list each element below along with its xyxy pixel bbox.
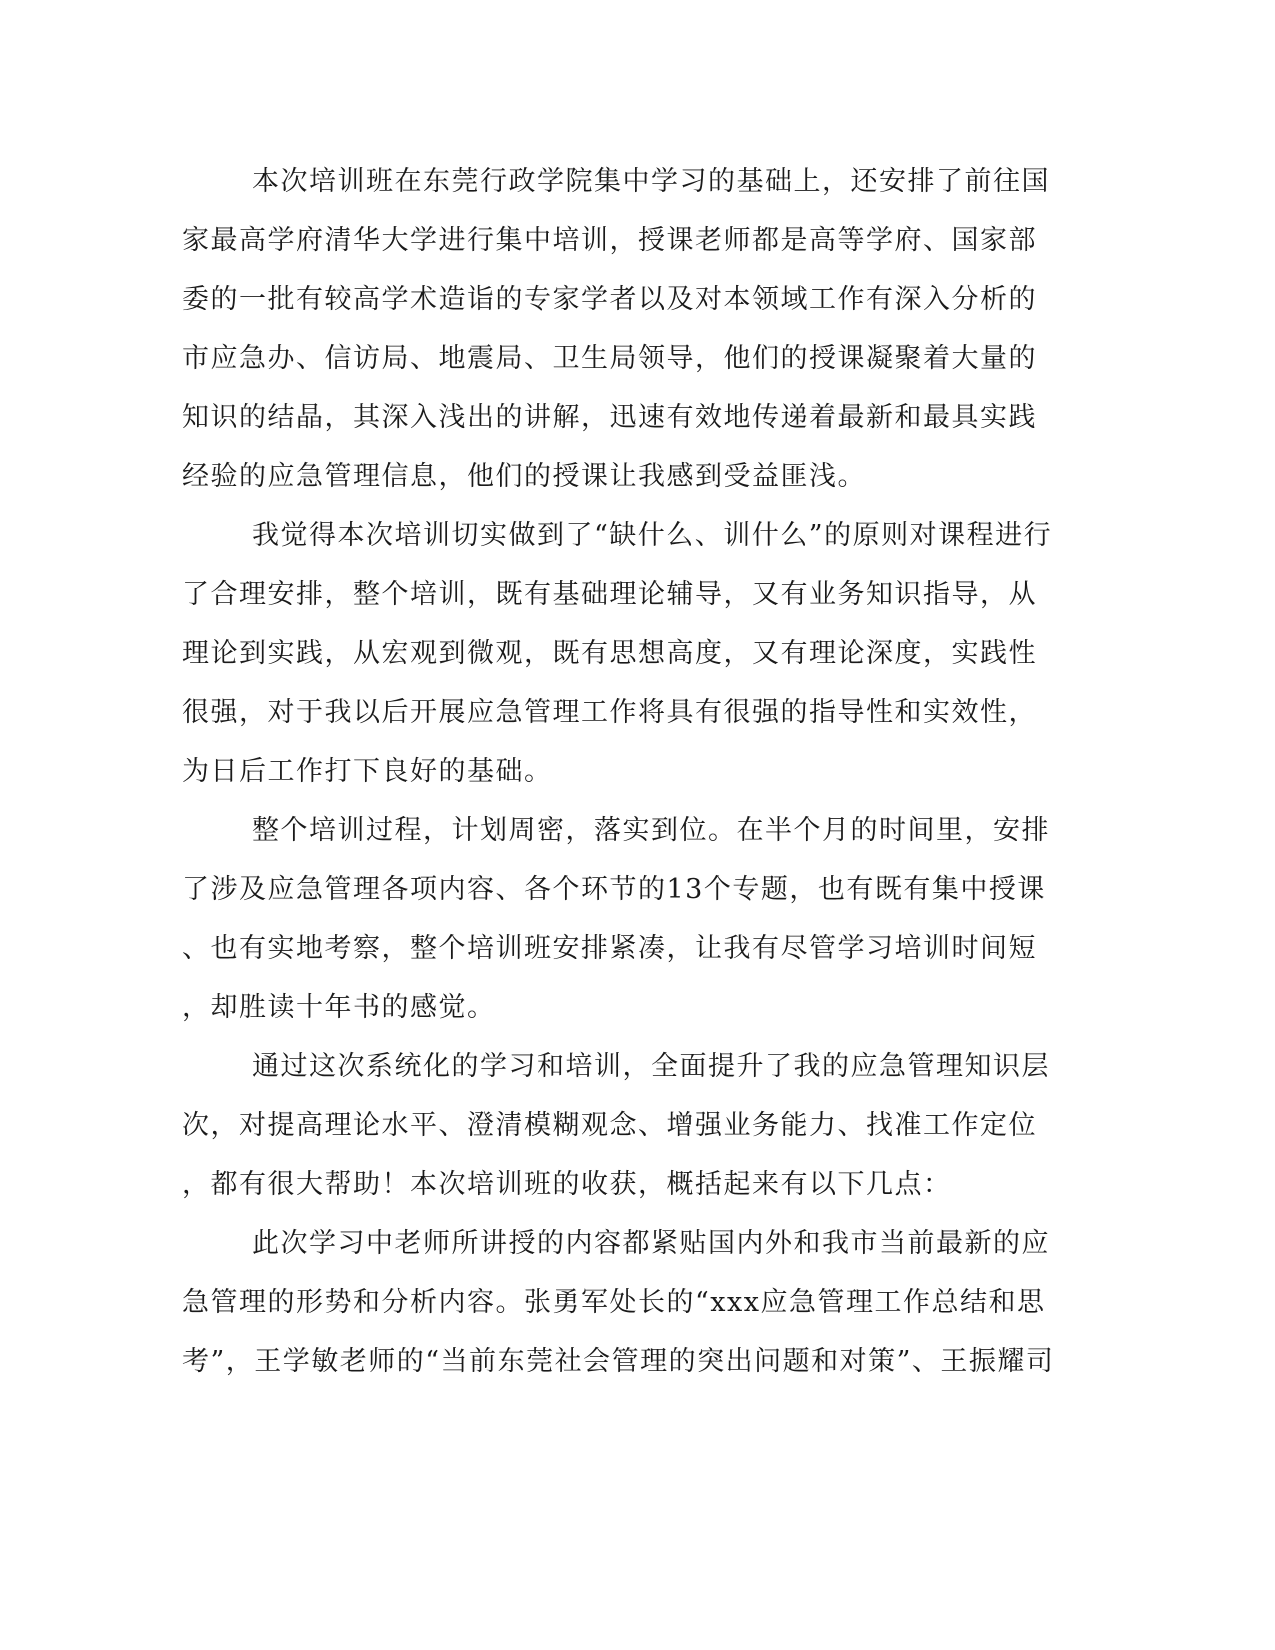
text-line: 很强，对于我以后开展应急管理工作将具有很强的指导性和实效性， xyxy=(182,697,1037,728)
text-line: 委的一批有较高学术造诣的专家学者以及对本领域工作有深入分析的 xyxy=(182,284,1037,315)
text-line: 次，对提高理论水平、澄清模糊观念、增强业务能力、找准工作定位 xyxy=(182,1110,1037,1141)
text-line: 本次培训班在东莞行政学院集中学习的基础上，还安排了前往国 xyxy=(252,166,1050,197)
text-line: 、也有实地考察，整个培训班安排紧凑，让我有尽管学习培训时间短 xyxy=(182,933,1037,964)
text-line: ，却胜读十年书的感觉。 xyxy=(182,992,496,1023)
text-line: 考”，王学敏老师的“当前东莞社会管理的突出问题和对策”、王振耀司 xyxy=(182,1346,1055,1377)
paragraph-2 xyxy=(182,506,1053,801)
text-line: 为日后工作打下良好的基础。 xyxy=(182,756,553,787)
text-line: 知识的结晶，其深入浅出的讲解，迅速有效地传递着最新和最具实践 xyxy=(182,402,1037,433)
paragraph-1 xyxy=(182,152,1050,506)
text-line: 了合理安排，整个培训，既有基础理论辅导，又有业务知识指导，从 xyxy=(182,579,1037,610)
text-line: 急管理的形势和分析内容。张勇军处长的“xxx应急管理工作总结和思 xyxy=(182,1287,1046,1318)
text-line: ，都有很大帮助！本次培训班的收获，概括起来有以下几点： xyxy=(182,1169,952,1200)
text-line: 经验的应急管理信息，他们的授课让我感到受益匪浅。 xyxy=(182,461,866,492)
paragraph-5 xyxy=(182,1214,1055,1391)
text-line: 整个培训过程，计划周密，落实到位。在半个月的时间里，安排 xyxy=(252,815,1050,846)
text-line: 通过这次系统化的学习和培训，全面提升了我的应急管理知识层 xyxy=(252,1051,1050,1082)
text-line: 我觉得本次培训切实做到了“缺什么、训什么”的原则对课程进行 xyxy=(252,520,1053,551)
paragraph-3 xyxy=(182,801,1050,1037)
paragraph-4 xyxy=(182,1037,1050,1214)
text-line: 市应急办、信访局、地震局、卫生局领导，他们的授课凝聚着大量的 xyxy=(182,343,1037,374)
text-line: 理论到实践，从宏观到微观，既有思想高度，又有理论深度，实践性 xyxy=(182,638,1037,669)
body-text xyxy=(182,152,1055,1391)
text-line: 了涉及应急管理各项内容、各个环节的13个专题，也有既有集中授课 xyxy=(182,874,1046,905)
text-line: 家最高学府清华大学进行集中培训，授课老师都是高等学府、国家部 xyxy=(182,225,1037,256)
text-line: 此次学习中老师所讲授的内容都紧贴国内外和我市当前最新的应 xyxy=(252,1228,1050,1259)
